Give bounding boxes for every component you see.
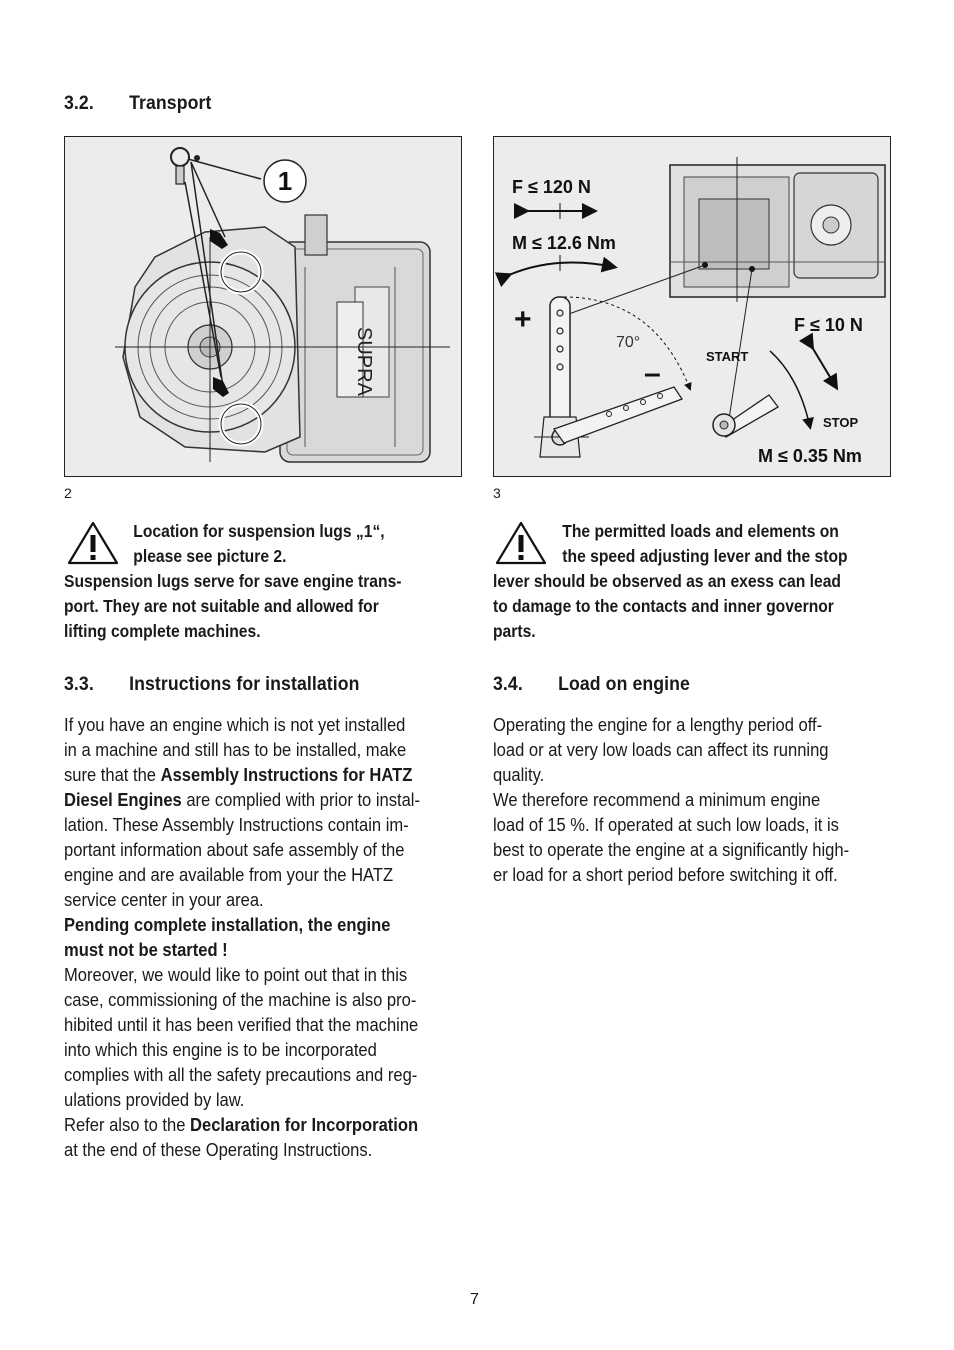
text-line: complies with all the safety precautions and reg-	[64, 1064, 418, 1085]
lever-illustration	[494, 137, 890, 476]
text-line: engine and are available from your the HATZ	[64, 864, 394, 885]
warning-loads	[493, 519, 894, 644]
installation-body	[64, 712, 465, 1162]
warning-transport-line5: lifting complete machines.	[64, 621, 261, 641]
figure-3-lever-loads	[493, 136, 891, 477]
warning-loads-line3: lever should be observed as an exess can lead	[493, 571, 841, 591]
text-line: We therefore recommend a minimum engine	[493, 789, 821, 810]
heading-load-title: Load on engine	[558, 674, 690, 695]
label-stop: STOP	[823, 415, 859, 430]
warning-transport-line3: Suspension lugs serve for save engine trans-	[64, 571, 402, 591]
text-line: Moreover, we would like to point out that in this	[64, 964, 408, 985]
warning-bold-line: Pending complete installation, the engine	[64, 914, 391, 935]
assembly-instructions-bold: Assembly Instructions for HATZ	[160, 764, 413, 785]
text-line: sure that the Assembly Instructions for HATZ	[64, 764, 413, 785]
warning-loads-line1: The permitted loads and elements on	[562, 521, 839, 541]
text-line: load or at very low loads can affect its running	[493, 739, 829, 760]
text-line: load of 15 %. If operated at such low loads, it is	[493, 814, 839, 835]
heading-transport-number: 3.2.	[64, 93, 94, 114]
brand-label: SUPRA	[353, 327, 375, 396]
text-line: into which this engine is to be incorporated	[64, 1039, 377, 1060]
text-line: best to operate the engine at a significantly high-	[493, 839, 850, 860]
warning-transport-line2: please see picture 2.	[133, 546, 287, 566]
text-line: at the end of these Operating Instructions.	[64, 1139, 373, 1160]
engine-illustration	[65, 137, 461, 476]
text-line: quality.	[493, 764, 545, 785]
text-line: hibited until it has been verified that the machine	[64, 1014, 419, 1035]
heading-transport	[64, 93, 211, 115]
text-line: If you have an engine which is not yet installed	[64, 714, 406, 735]
label-m-stop: M ≤ 0.35 Nm	[758, 446, 862, 466]
heading-load-number: 3.4.	[493, 674, 523, 695]
text-line: ulations provided by law.	[64, 1089, 245, 1110]
label-start: START	[706, 349, 749, 364]
text-line: case, commissioning of the machine is also pro-	[64, 989, 417, 1010]
label-f-speed: F ≤ 120 N	[512, 177, 591, 197]
text-line: Operating the engine for a lengthy period off-	[493, 714, 823, 735]
text-line: in a machine and still has to be installed, make	[64, 739, 407, 760]
text-line: portant information about safe assembly of the	[64, 839, 405, 860]
callout-number: 1	[277, 166, 293, 196]
load-body	[493, 712, 894, 887]
figure-2-engine-lugs	[64, 136, 462, 477]
label-plus: +	[514, 303, 532, 336]
warning-transport-line4: port. They are not suitable and allowed for	[64, 596, 379, 616]
text-line: er load for a short period before switching it off.	[493, 864, 838, 885]
label-angle: 70°	[616, 334, 641, 351]
label-minus: –	[644, 357, 661, 390]
text-line: Refer also to the Declaration for Incorporation	[64, 1114, 419, 1135]
warning-loads-line2: the speed adjusting lever and the stop	[562, 546, 848, 566]
label-f-stop: F ≤ 10 N	[794, 315, 863, 335]
declaration-bold: Declaration for Incorporation	[190, 1114, 419, 1135]
heading-load	[493, 674, 690, 696]
heading-installation	[64, 674, 360, 696]
warning-transport-line1: Location for suspension lugs „1“,	[133, 521, 385, 541]
figure-3-number: 3	[493, 485, 501, 501]
text-line: service center in your area.	[64, 889, 264, 910]
warning-loads-line4: to damage to the contacts and inner governor	[493, 596, 834, 616]
figure-2-number: 2	[64, 485, 72, 501]
text-line: lation. These Assembly Instructions contain im-	[64, 814, 409, 835]
text-line: Diesel Engines are complied with prior to instal-	[64, 789, 421, 810]
warning-bold-line: must not be started !	[64, 939, 228, 960]
heading-installation-title: Instructions for installation	[129, 674, 360, 695]
warning-loads-line5: parts.	[493, 621, 536, 641]
warning-transport	[64, 519, 465, 644]
heading-installation-number: 3.3.	[64, 674, 94, 695]
heading-transport-title: Transport	[129, 93, 212, 114]
page-number: 7	[470, 1291, 479, 1308]
label-m-speed: M ≤ 12.6 Nm	[512, 233, 616, 253]
diesel-engines-bold: Diesel Engines	[64, 789, 182, 810]
